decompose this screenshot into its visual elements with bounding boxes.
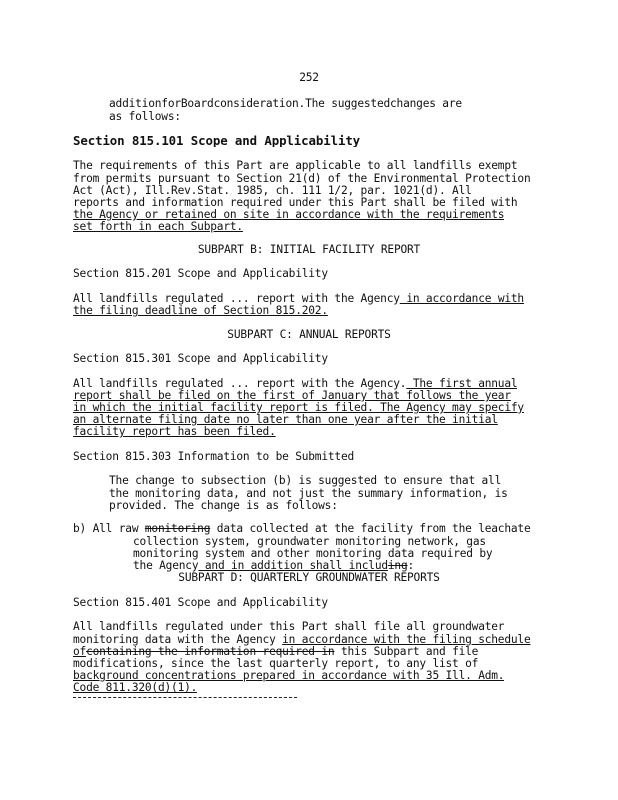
list-item-text: b) All raw xyxy=(73,522,145,535)
inserted-text: in accordance with the filing schedule xyxy=(282,633,531,646)
paragraph-line: provided. The change is as follows: xyxy=(109,499,338,512)
intro-line: additionforBoardconsideration.The suggestedchanges are xyxy=(109,97,462,110)
list-item-text: the Agency xyxy=(133,559,199,572)
section-heading-815-401: Section 815.401 Scope and Applicability xyxy=(73,596,328,609)
paragraph-line: reports and information required under this Part shall be filed with xyxy=(73,196,518,209)
subpart-heading-c: SUBPART C: ANNUAL REPORTS xyxy=(227,328,391,341)
list-item-line: collection system, groundwater monitoring network, gas xyxy=(133,535,486,548)
inserted-text-line: background concentrations prepared in accordance with 35 Ill. Adm. xyxy=(73,669,505,682)
subpart-heading-b: SUBPART B: INITIAL FACILITY REPORT xyxy=(197,243,421,256)
inserted-text-line: report shall be filed on the first of January that follows the year xyxy=(73,389,511,402)
inserted-text-line: the filing deadline of Section 815.202. xyxy=(73,304,328,317)
deleted-text: ing xyxy=(387,559,408,572)
deleted-text: containing the information required in xyxy=(86,645,335,658)
paragraph-text: this Subpart and file xyxy=(334,645,479,658)
section-heading-815-101: Section 815.101 Scope and Applicability xyxy=(73,134,361,147)
section-heading-815-303: Section 815.303 Information to be Submitted xyxy=(73,450,355,463)
paragraph-line: the monitoring data, and not just the summary information, is xyxy=(109,487,508,500)
paragraph-text: All landfills regulated ... report with the Agency. xyxy=(73,377,407,390)
section-heading-815-201: Section 815.201 Scope and Applicability xyxy=(73,267,328,280)
paragraph-text: monitoring data with the Agency xyxy=(73,633,283,646)
inserted-text: and in addition shall includ xyxy=(198,559,388,572)
inserted-text-line: the Agency or retained on site in accordance with the requirements xyxy=(73,208,505,221)
paragraph-text: All landfills regulated ... report with the Agency xyxy=(73,292,400,305)
inserted-text: of xyxy=(73,645,87,658)
paragraph-line: The requirements of this Part are applicable to all landfills exempt xyxy=(73,159,518,172)
inserted-text-line: facility report has been filed. xyxy=(73,425,276,438)
footnote-separator xyxy=(73,697,297,698)
inserted-text: in accordance with xyxy=(399,292,524,305)
inserted-text-line: in which the initial facility report is filed. The Agency may specify xyxy=(73,401,524,414)
subpart-heading-d: SUBPART D: QUARTERLY GROUNDWATER REPORTS xyxy=(178,571,440,584)
intro-line: as follows: xyxy=(109,110,181,123)
list-item-text: : xyxy=(407,559,415,572)
paragraph-line: The change to subsection (b) is suggested to ensure that all xyxy=(109,474,502,487)
paragraph-line: modifications, since the last quarterly report, to any list of xyxy=(73,657,479,670)
inserted-text: The first annual xyxy=(406,377,518,390)
list-item-line: monitoring system and other monitoring data required by xyxy=(133,547,493,560)
inserted-text-line: an alternate filing date no later than one year after the initial xyxy=(73,413,498,426)
paragraph-line: All landfills regulated under this Part shall file all groundwater xyxy=(73,620,505,633)
paragraph-line xyxy=(73,220,243,233)
inserted-text: set forth in each Subpart. xyxy=(73,220,243,233)
section-heading-815-301: Section 815.301 Scope and Applicability xyxy=(73,352,328,365)
list-item-b xyxy=(73,522,531,535)
page-number: 252 xyxy=(299,71,319,84)
deleted-text: monitoring xyxy=(144,522,211,535)
paragraph-line: from permits pursuant to Section 21(d) of the Environmental Protection xyxy=(73,172,531,185)
paragraph-line: Act (Act), Ill.Rev.Stat. 1985, ch. 111 1/2, par. 1021(d). All xyxy=(73,184,472,197)
inserted-text-line: Code 811.320(d)(1). xyxy=(73,681,198,694)
list-item-text: data collected at the facility from the leachate xyxy=(210,522,531,535)
